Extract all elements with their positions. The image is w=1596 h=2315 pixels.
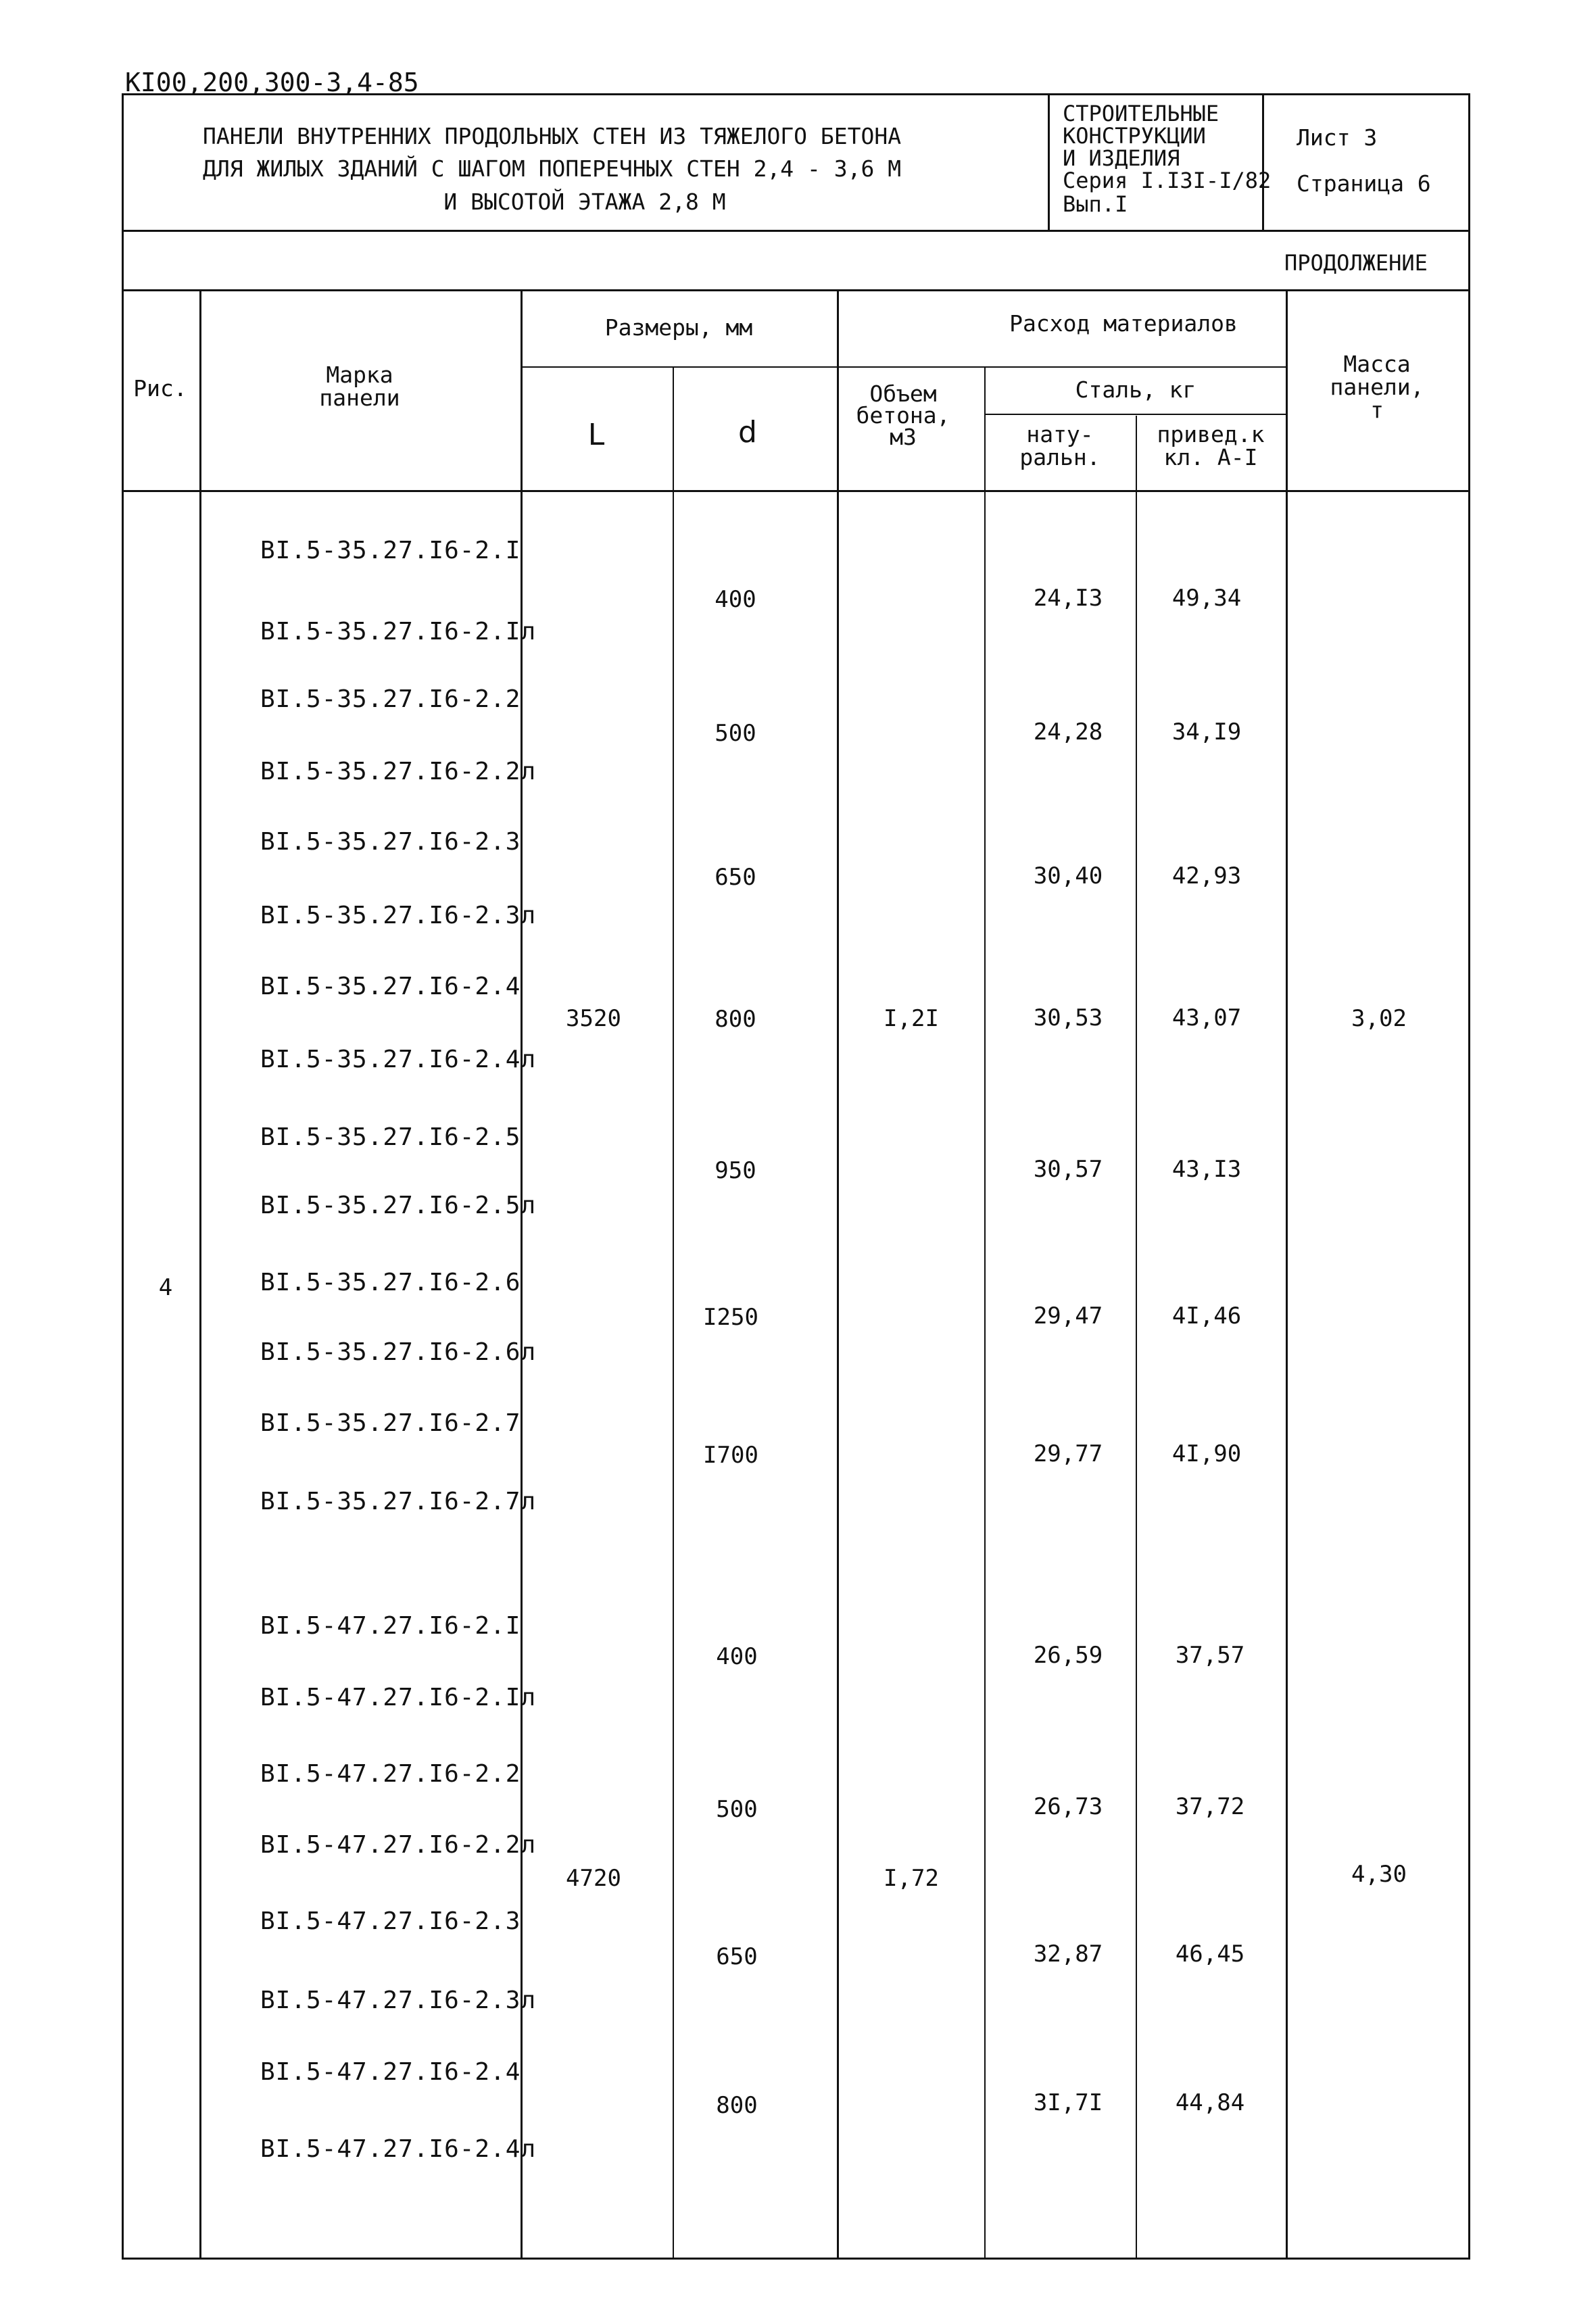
panel-mark: BI.5-47.27.I6-2.3	[260, 1907, 521, 1935]
cell-natural: 3I,7I	[1033, 2089, 1103, 2116]
cell-natural: 26,73	[1033, 1793, 1103, 1820]
title-line-3: И ВЫСОТОЙ ЭТАЖА 2,8 М	[443, 189, 726, 215]
panel-mark: BI.5-35.27.I6-2.4л	[260, 1046, 537, 1073]
cell-L: 3520	[566, 1005, 621, 1032]
cell-reduced: 34,I9	[1171, 718, 1242, 746]
title-line-2: ДЛЯ ЖИЛЫХ ЗДАНИЙ С ШАГОМ ПОПЕРЕЧНЫХ СТЕН 2,4 - 3,6 М	[203, 155, 902, 182]
series-line-1: СТРОИТЕЛЬНЫЕ	[1063, 101, 1219, 126]
header-mark-1: Марка	[326, 362, 393, 388]
cell-natural: 32,87	[1033, 1941, 1103, 1968]
header-volume-3: м3	[890, 424, 917, 450]
panel-mark: BI.5-35.27.I6-2.6л	[260, 1338, 537, 1366]
header-volume-1: Объем	[869, 381, 937, 407]
cell-reduced: 37,72	[1175, 1793, 1245, 1820]
panel-mark: BI.5-47.27.I6-2.3л	[260, 1987, 537, 2014]
col-divider-L	[673, 366, 674, 2260]
panel-mark: BI.5-47.27.I6-2.2л	[260, 1831, 537, 1859]
cell-L: 4720	[566, 1865, 621, 1892]
col-divider-d	[837, 289, 839, 2260]
cell-reduced: 42,93	[1171, 862, 1242, 890]
col-divider-reduced	[1286, 289, 1288, 2260]
header-volume-2: бетона,	[856, 402, 950, 429]
cell-mass: 4,30	[1351, 1861, 1407, 1888]
col-divider-fig	[199, 289, 201, 2260]
panel-mark: BI.5-35.27.I6-2.3л	[260, 902, 537, 929]
header-sizes: Размеры, мм	[604, 314, 753, 341]
panel-mark: BI.5-35.27.I6-2.3	[260, 828, 521, 856]
header-steel-line	[984, 414, 1286, 415]
header-sub-line	[521, 366, 1286, 368]
panel-mark: BI.5-35.27.I6-2.5л	[260, 1192, 537, 1219]
cell-d: 650	[715, 864, 756, 891]
cell-d: 650	[716, 1943, 758, 1970]
cell-natural: 24,28	[1033, 718, 1103, 746]
series-line-5: Вып.I	[1063, 191, 1128, 217]
header-materials: Расход материалов	[1009, 310, 1238, 337]
header-mass-2: панели,	[1330, 374, 1424, 400]
cell-natural: 30,53	[1033, 1004, 1103, 1031]
cell-volume: I,72	[884, 1865, 939, 1892]
series-line-2: КОНСТРУКЦИИ	[1063, 123, 1206, 149]
panel-mark: BI.5-35.27.I6-2.I	[260, 537, 521, 564]
panel-mark: BI.5-35.27.I6-2.7	[260, 1409, 521, 1437]
cell-reduced: 44,84	[1175, 2089, 1245, 2116]
document-code: КI00,200,300-3,4-85	[125, 68, 419, 97]
header-mass-3: т	[1370, 397, 1384, 423]
col-divider-natural	[1136, 416, 1137, 2260]
title-line-1: ПАНЕЛИ ВНУТРЕННИХ ПРОДОЛЬНЫХ СТЕН ИЗ ТЯЖЕЛОГО БЕТОНА	[203, 123, 902, 149]
header-fig: Рис.	[133, 375, 187, 401]
panel-mark: BI.5-47.27.I6-2.Iл	[260, 1684, 537, 1711]
panel-mark: BI.5-47.27.I6-2.I	[260, 1612, 521, 1640]
panel-mark: BI.5-35.27.I6-2.Iл	[260, 618, 537, 645]
panel-mark: BI.5-47.27.I6-2.4	[260, 2058, 521, 2086]
title-divider-1	[1048, 93, 1050, 230]
title-block-top-border	[122, 93, 1470, 95]
cell-reduced: 37,57	[1175, 1642, 1245, 1669]
header-reduced-1: привед.к	[1157, 421, 1265, 447]
header-d: d	[738, 415, 757, 449]
table-right-border	[1468, 93, 1470, 2260]
cell-natural: 30,40	[1033, 862, 1103, 890]
panel-mark: BI.5-35.27.I6-2.6	[260, 1269, 521, 1296]
header-natural-2: ральн.	[1019, 444, 1101, 470]
series-line-4: Серия I.I3I-I/82	[1063, 168, 1272, 193]
cell-natural: 30,57	[1033, 1156, 1103, 1183]
header-natural-1: нату-	[1026, 421, 1094, 447]
figure-number: 4	[158, 1274, 173, 1301]
sheet-number: Лист 3	[1297, 124, 1378, 151]
cell-volume: I,2I	[884, 1005, 939, 1032]
cell-reduced: 4I,46	[1171, 1302, 1242, 1330]
table-left-border	[122, 93, 124, 2260]
cell-natural: 29,77	[1033, 1440, 1103, 1467]
panel-mark: BI.5-35.27.I6-2.2	[260, 685, 521, 713]
panel-mark: BI.5-35.27.I6-2.5	[260, 1123, 521, 1151]
cell-reduced: 49,34	[1171, 585, 1242, 612]
panel-mark: BI.5-35.27.I6-2.4	[260, 973, 521, 1000]
header-mark-2: панели	[319, 385, 400, 411]
cell-d: 500	[715, 720, 756, 747]
table-bottom-border	[122, 2258, 1470, 2260]
cell-reduced: 43,I3	[1171, 1156, 1242, 1183]
cell-d: 800	[715, 1006, 756, 1033]
cell-d: 400	[715, 586, 756, 613]
cell-d: 500	[716, 1796, 758, 1823]
cell-d: I700	[703, 1442, 758, 1469]
header-steel: Сталь, кг	[1075, 376, 1196, 403]
page-number: Страница 6	[1297, 170, 1431, 197]
panel-mark: BI.5-35.27.I6-2.7л	[260, 1488, 537, 1515]
title-divider-2	[1262, 93, 1264, 230]
continuation-label: ПРОДОЛЖЕНИЕ	[1284, 250, 1428, 276]
header-top-border	[122, 289, 1470, 291]
series-line-3: И ИЗДЕЛИЯ	[1063, 145, 1180, 171]
cell-d: I250	[703, 1304, 758, 1331]
panel-mark: BI.5-47.27.I6-2.4л	[260, 2135, 537, 2163]
cell-d: 950	[715, 1157, 756, 1184]
header-L: L	[587, 418, 605, 452]
cell-natural: 24,I3	[1033, 585, 1103, 612]
cell-reduced: 4I,90	[1171, 1440, 1242, 1467]
header-reduced-2: кл. А-I	[1163, 444, 1258, 470]
col-divider-volume	[984, 366, 986, 2260]
header-bottom-border	[122, 490, 1470, 492]
cell-mass: 3,02	[1351, 1005, 1407, 1032]
panel-mark: BI.5-35.27.I6-2.2л	[260, 758, 537, 785]
panel-mark: BI.5-47.27.I6-2.2	[260, 1760, 521, 1788]
cell-natural: 26,59	[1033, 1642, 1103, 1669]
cell-reduced: 46,45	[1175, 1941, 1245, 1968]
cell-reduced: 43,07	[1171, 1004, 1242, 1031]
cell-d: 400	[716, 1643, 758, 1670]
title-block-bottom-border	[122, 230, 1470, 232]
cell-natural: 29,47	[1033, 1302, 1103, 1330]
header-mass-1: Масса	[1343, 351, 1411, 377]
cell-d: 800	[716, 2092, 758, 2119]
